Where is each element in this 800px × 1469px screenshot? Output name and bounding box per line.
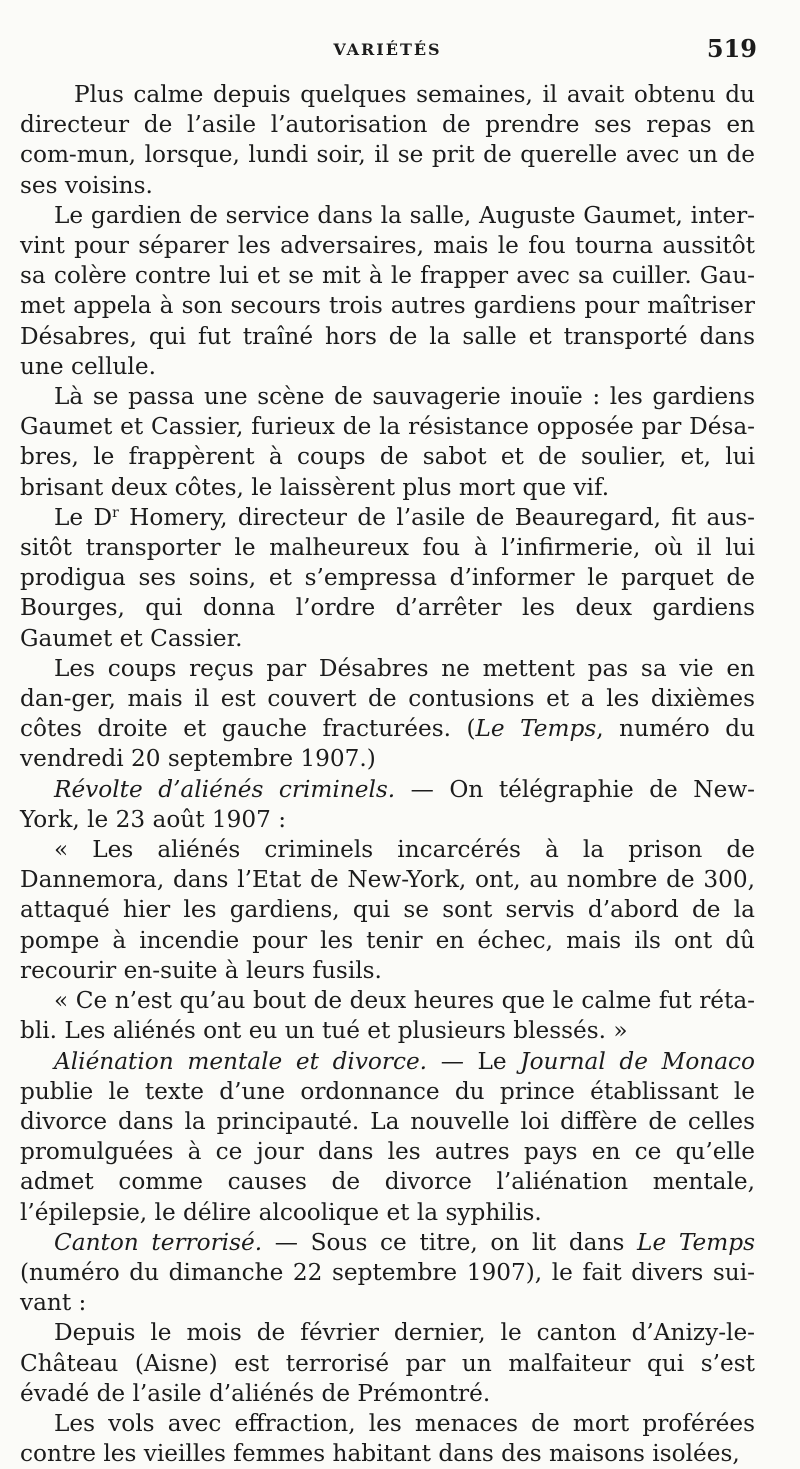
page-number: 519 — [706, 34, 757, 63]
paragraph — [20, 986, 755, 1046]
superscript: r — [112, 504, 119, 521]
paragraph — [20, 835, 755, 986]
paragraph-text: Plus calme depuis quelques semaines, il avait obtenu du directeur de l’asile l’autorisation de prendre ses repas en com-mun, lorsque, lundi soir, il se prit de querelle avec un de ses voisins. — [20, 81, 755, 199]
paragraph — [20, 654, 755, 775]
paragraph — [20, 80, 755, 201]
page-header — [20, 30, 755, 70]
paragraph — [20, 775, 755, 835]
paragraph — [20, 503, 755, 654]
paragraph-text: Les vols avec effraction, les menaces de mort proférées contre les vieilles femmes habitant dans des maisons isolées, — [20, 1409, 755, 1468]
paragraph-text: Homery, directeur de l’asile de Beauregard, fit aus-sitôt transporter le malheureux fou à l’infirmerie, où il lui prodigua ses soins, et s’empressa d’informer le parquet de Bourges, qui donna l’ordre d’arrêter les deux gardiens Gaumet et Cassier. — [20, 503, 755, 652]
quote-text: « Ce n’est qu’au bout de deux heures que le calme fut réta-bli. Les aliénés ont eu un tué et plusieurs blessés. » — [20, 987, 755, 1045]
paragraph-text: Les coups reçus par Désabres ne mettent pas sa vie en dan-ger, mais il est couvert de contusions et a les dixièmes côtes droite et gauche fracturées. ( — [20, 654, 755, 743]
source-title: Le Temps — [475, 715, 597, 743]
paragraph-text: Le D — [54, 503, 113, 531]
section-heading: Canton terrorisé. — [54, 1228, 263, 1256]
paragraph — [20, 1228, 755, 1319]
paragraph-text: (numéro du dimanche 22 septembre 1907), le fait divers sui-vant : — [20, 1258, 755, 1317]
paragraph-text: Le gardien de service dans la salle, Auguste Gaumet, inter-vint pour séparer les adversaires, mais le fou tourna aussitôt sa colère contre lui et se mit à le frapper avec sa cuiller. Gau-met appela à son secours trois autres gardiens pour maîtriser Désabres, qui fut traîné hors de la salle et transporté dans une cellule. — [20, 201, 755, 380]
body-text — [20, 80, 755, 1469]
paragraph-text: , numéro du vendredi 20 septembre 1907.) — [20, 715, 756, 773]
paragraph-text: — Le — [427, 1047, 521, 1075]
paragraph — [20, 1409, 755, 1469]
source-title: Le Temps — [637, 1228, 755, 1256]
paragraph — [20, 382, 755, 503]
paragraph-text: Depuis le mois de février dernier, le canton d’Anizy-le-Château (Aisne) est terrorisé par un malfaiteur qui s’est évadé de l’asile d’aliénés de Prémontré. — [20, 1319, 755, 1407]
paragraph — [20, 201, 755, 382]
paragraph-text: publie le texte d’une ordonnance du prince établissant le divorce dans la principauté. La nouvelle loi diffère de celles promulguées à ce jour dans les autres pays en ce qu’elle admet comme causes de divorce l’aliénation mentale, l’épilepsie, le délire alcoolique et la syphilis. — [20, 1077, 755, 1226]
paragraph — [20, 1318, 755, 1409]
paragraph-text: — Sous ce titre, on lit dans — [262, 1228, 638, 1256]
paragraph-text: Là se passa une scène de sauvagerie inouïe : les gardiens Gaumet et Cassier, furieux de la résistance opposée par Désa-bres, le frappèrent à coups de sabot et de soulier, et, lui brisant deux côtes, le laissèrent plus mort que vif. — [20, 383, 755, 501]
section-heading: Aliénation mentale et divorce. — [54, 1047, 428, 1075]
section-heading: Révolte d’aliénés criminels. — [54, 775, 396, 803]
paragraph-text: — On télégraphie de New-York, le 23 août 1907 : — [20, 775, 755, 833]
source-title: Journal de Monaco — [520, 1047, 755, 1075]
quote-text: « Les aliénés criminels incarcérés à la prison de Dannemora, dans l’Etat de New-York, ont, au nombre de 300, attaqué hier les gardiens, qui se sont servis d’abord de la pompe à incendie pour les tenir en échec, mais ils ont dû recourir en-suite à leurs fusils. — [20, 836, 755, 984]
paragraph — [20, 1047, 755, 1228]
running-title: VARIÉTÉS — [333, 40, 442, 59]
